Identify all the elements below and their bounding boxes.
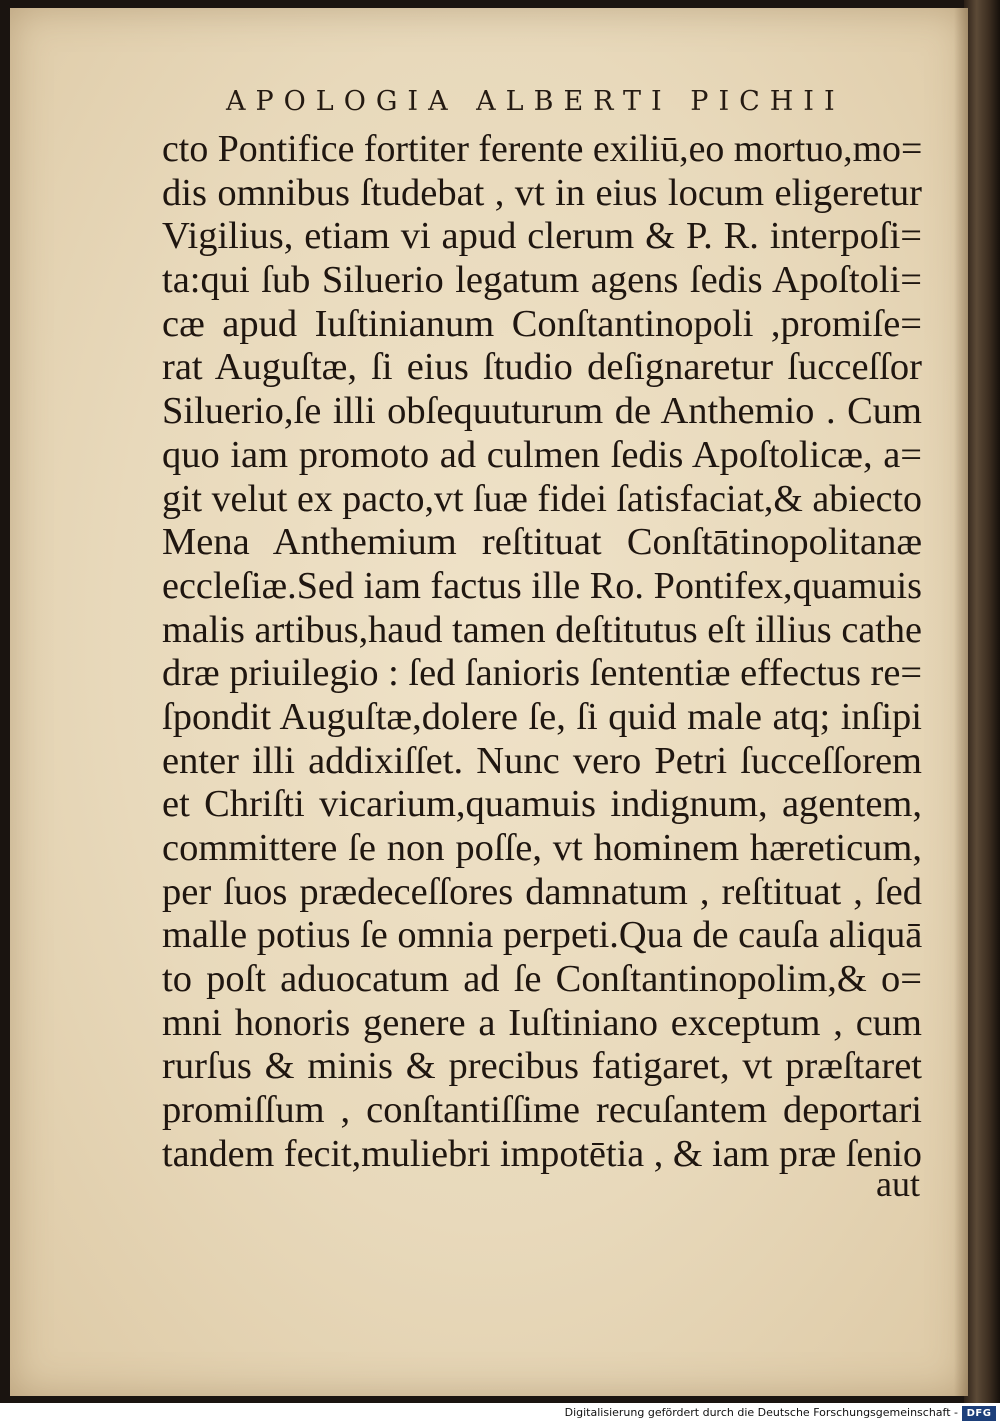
text-line: committere ſe non poſſe, vt hominem hæreticum, xyxy=(162,827,922,869)
text-line: git velut ex pacto,vt ſuæ fidei ſatisfaciat,& abiecto xyxy=(162,477,922,520)
text-line: rurſus & minis & precibus fatigaret, vt præſtaret xyxy=(162,1045,922,1088)
text-line: Siluerio,ſe illi obſequuturum de Anthemio . Cum xyxy=(162,390,922,433)
catchword: aut xyxy=(876,1164,920,1204)
text-line: malle potius ſe omnia perpeti.Qua de cauſa aliquā xyxy=(162,914,923,957)
dfg-logo-icon: DFG xyxy=(962,1406,996,1421)
text-line: dis omnibus ſtudebat , vt in eius locum eligeretur xyxy=(162,171,922,214)
text-line: per ſuos prædeceſſores damnatum , reſtituat , ſed xyxy=(162,870,922,913)
text-line: et Chriſti vicarium,quamuis indignum, agentem, xyxy=(162,783,922,826)
text-line: cæ apud Iuſtinianum Conſtantinopoli ,promiſe= xyxy=(162,302,922,345)
page-edge-shadow xyxy=(954,8,968,1396)
running-head: APOLOGIA ALBERTI PICHII xyxy=(226,86,845,117)
funding-credit: Digitalisierung gefördert durch die Deutsche Forschungsgemeinschaft - xyxy=(564,1406,958,1419)
text-line: rat Auguſtæ, ſi eius ſtudio deſignaretur ſucceſſor xyxy=(162,346,922,389)
text-line: quo iam promoto ad culmen ſedis Apoſtolicæ, a= xyxy=(162,433,922,476)
footer-bar xyxy=(0,1403,1000,1424)
text-line: enter illi addixiſſet. Nunc vero Petri ſucceſſorem xyxy=(162,739,922,782)
text-line: ſpondit Auguſtæ,dolere ſe, ſi quid male atq; inſipi xyxy=(162,695,922,738)
text-line: to poſt aduocatum ad ſe Conſtantinopolim,& o= xyxy=(162,958,922,1001)
book-spine xyxy=(964,0,1000,1403)
text-line: eccleſiæ.Sed iam factus ille Ro. Pontifex,quamuis xyxy=(162,564,923,607)
text-line: cto Pontifice fortiter ferente exiliū,eo mortuo,mo= xyxy=(162,128,923,170)
text-line: Vigilius, etiam vi apud clerum & P. R. interpoſi= xyxy=(162,215,922,258)
text-line: mni honoris genere a Iuſtiniano exceptum , cum xyxy=(162,1001,922,1044)
text-block xyxy=(162,128,922,1177)
text-line: promiſſum , conſtantiſſime recuſantem deportari xyxy=(162,1089,922,1132)
text-line: tandem fecit,muliebri impotētia , & iam præ ſenio xyxy=(162,1132,923,1175)
text-line: dræ priuilegio : ſed ſanioris ſententiæ effectus re= xyxy=(162,652,923,695)
text-line: Mena Anthemium reſtituat Conſtātinopolitanæ xyxy=(162,521,922,564)
text-line: malis artibus,haud tamen deſtitutus eſt illius cathe xyxy=(162,608,923,651)
text-line: ta:qui ſub Siluerio legatum agens ſedis Apoſtoli= xyxy=(162,259,922,302)
